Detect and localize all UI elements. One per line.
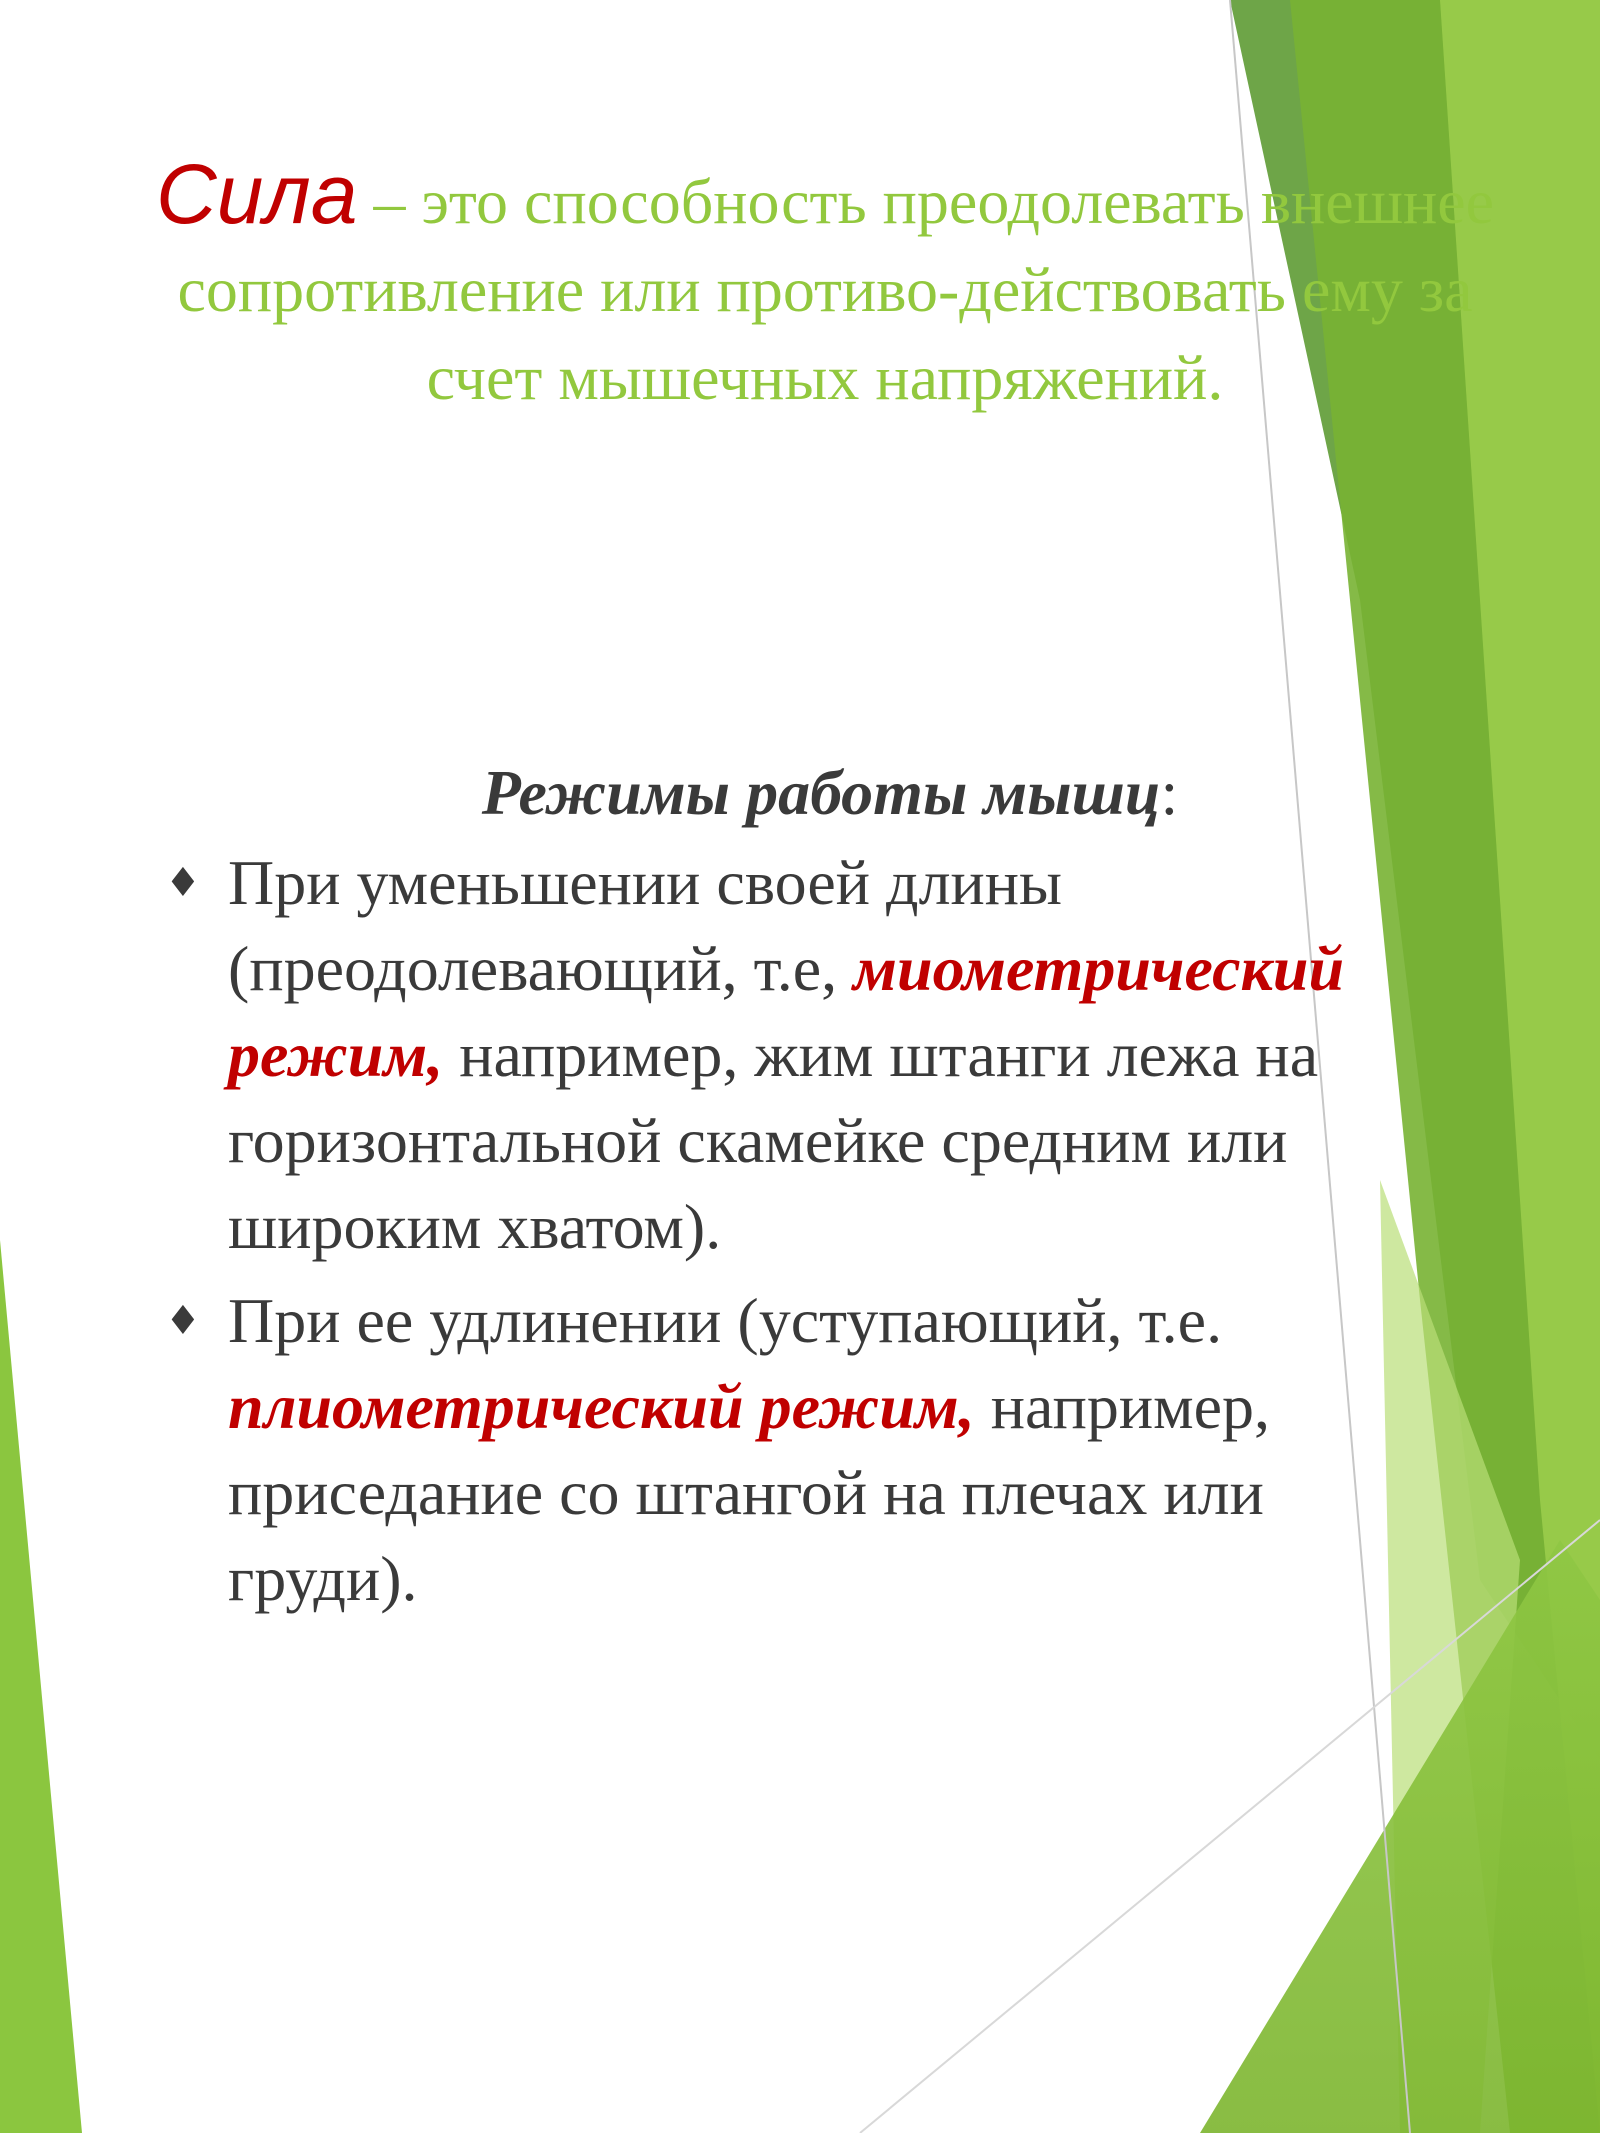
modes-heading-text: Режимы работы мышц xyxy=(481,757,1161,828)
muscle-modes-section xyxy=(160,750,1420,1622)
modes-heading-colon: : xyxy=(1160,757,1179,828)
diamond-bullet-icon: ♦ xyxy=(165,1298,201,1344)
definition-term: Сила xyxy=(155,147,358,241)
left-green-stripe xyxy=(0,1240,82,2133)
mode-item-eccentric xyxy=(160,1278,1420,1622)
mode-item-text: например, жим штанги лежа на горизонтальной скамейке средним или широким хватом). xyxy=(228,1019,1319,1262)
mode-item-text: При ее удлинении (уступающий, т.е. xyxy=(228,1285,1223,1356)
definition-block xyxy=(150,147,1500,422)
mode-item-concentric xyxy=(160,840,1420,1270)
mode-item-text: например, приседание со штангой на плечах или груди). xyxy=(228,1371,1270,1614)
definition-text: – это способность преодолевать внешнее сопротивление или противо-действовать ему за счет мышечных напряжений. xyxy=(177,166,1495,413)
mode-item-highlight: миометрический режим, xyxy=(228,933,1345,1090)
diamond-bullet-icon: ♦ xyxy=(165,860,201,906)
mode-item-highlight: плиометрический режим, xyxy=(228,1371,975,1442)
mode-item-text: При уменьшении своей длины (преодолевающий, т.е, xyxy=(228,847,1063,1004)
modes-heading xyxy=(160,750,1420,836)
